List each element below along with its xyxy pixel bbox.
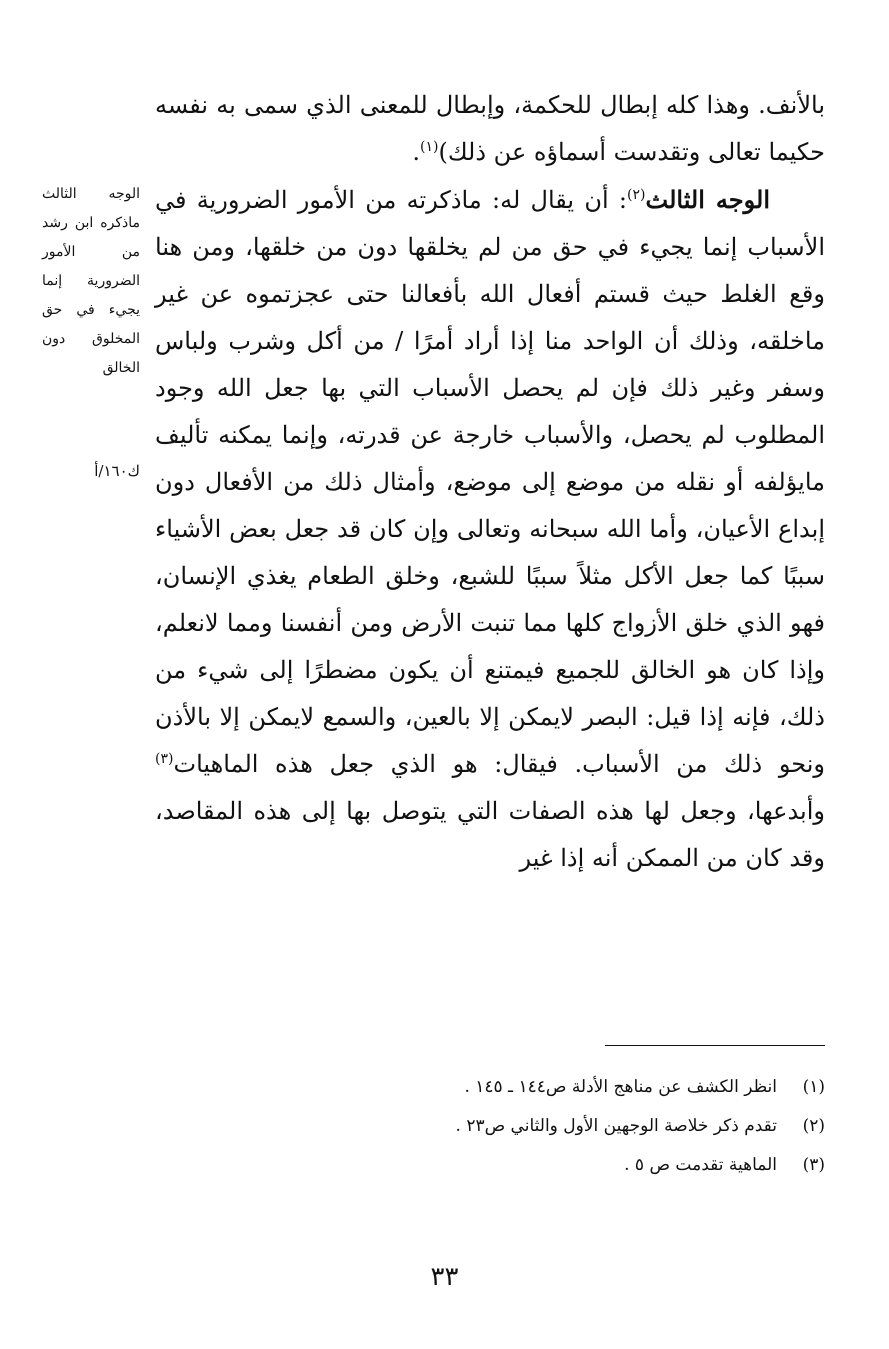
paragraph-1-end: . [412,138,420,166]
footnote-ref-3[interactable]: (٣) [155,751,174,767]
paragraph-2-text-a: : أن يقال له: ماذكرته من الأمور الضرورية في الأسباب إنما يجيء في حق من لم يخلقها دون من خلقها، ومن هنا وقع الغلط حيث قستم أفعال الله بأفعالنا حتى عجزتموه عن غير ماخلقه، وذلك أن الواحد منا إذا أراد أمرًا / من أكل وشرب ولباس وسفر وغير ذلك فإن لم يحصل الأسباب التي بها جعل الله وجود المطلوب لم يحصل، والأسباب خارجة عن قدرته، وإنما يمكنه تأليف مايؤلفه أو نقله من موضع إلى موضع، وأمثال ذلك من الأفعال دون إبداع الأعيان، وأما الله سبحانه وتعالى وإن كان قد جعل بعض الأشياء سببًا كما جعل الأكل مثلاً سببًا للشبع، وخلق الطعام يغذي الإنسان، فهو الذي خلق الأزواج كلها مما تنبت الأرض ومن أنفسنا ومما لانعلم، وإذا كان هو الخالق للجميع فيمتنع أن يكون مضطرًا إلى شيء من ذلك، فإنه إذا قيل: البصر لايمكن إلا بالعين، والسمع لايمكن إلا بالأذن ونحو ذلك من الأسباب. فيقال: هو الذي جعل هذه الماهيات [155,186,826,778]
paragraph-1 [155,82,825,176]
footnote-ref-1[interactable]: (١) [419,139,439,155]
footnote-text: تقدم ذكر خلاصة الوجهين الأول والثاني ص٢٣ . [455,1116,777,1136]
footnote-1 [200,1068,825,1107]
footnote-text: انظر الكشف عن مناهج الأدلة ص١٤٤ ـ ١٤٥ . [464,1077,777,1097]
margin-note: الوجه الثالث ماذكره ابن رشد من الأمور الضرورية إنما يجيء في حق المخلوق دون الخالق [42,186,140,376]
footnote-2 [200,1107,825,1146]
manuscript-folio-ref: ك١٦٠/أ [94,462,140,480]
footnote-ref-2[interactable]: (٢) [627,187,646,203]
footnote-number: (١) [802,1077,825,1097]
main-text [155,82,825,882]
footnote-number: (٣) [802,1155,825,1175]
footnote-text: الماهية تقدمت ص ٥ . [624,1155,777,1175]
footnote-number: (٢) [802,1116,825,1136]
paragraph-2 [155,176,825,882]
page-number: ٣٣ [430,1262,459,1292]
paragraph-2-text-b: وأبدعها، وجعل لها هذه الصفات التي يتوصل بها إلى هذه المقاصد، وقد كان من الممكن أنه إذا غير [155,797,825,872]
section-heading: الوجه الثالث [645,185,770,214]
paragraph-1-text: بالأنف. وهذا كله إبطال للحكمة، وإبطال للمعنى الذي سمى به نفسه حكيما تعالى وتقدست أسماؤه عن ذلك) [155,91,825,166]
footnotes [200,1068,825,1185]
footnote-3 [200,1146,825,1185]
footnote-divider [605,1045,825,1046]
